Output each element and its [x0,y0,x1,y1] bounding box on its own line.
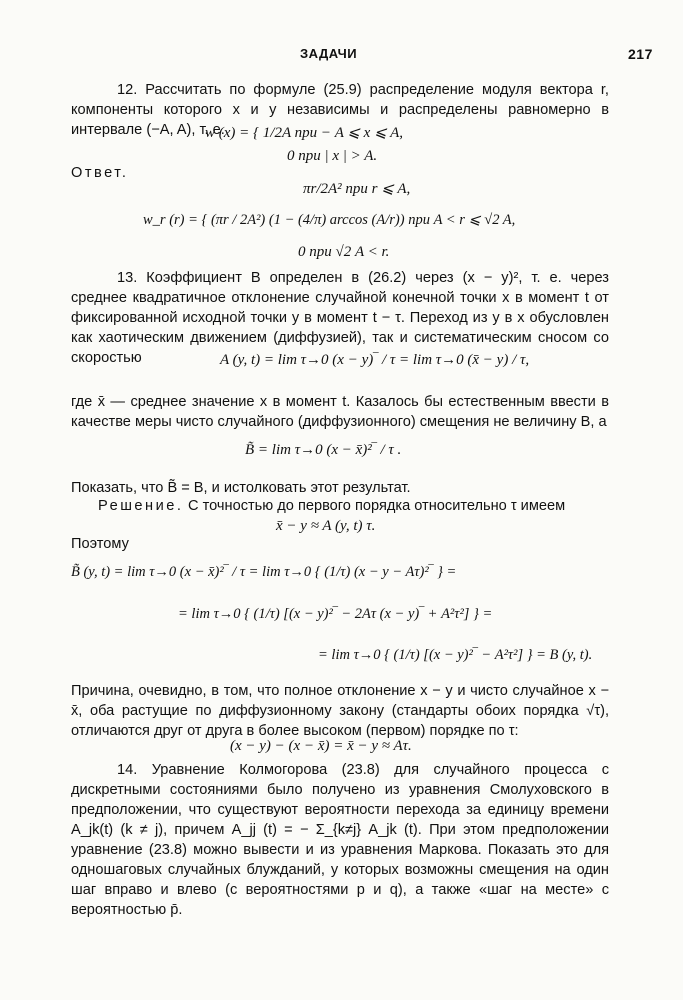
problem-12-text: 12. Рассчитать по формуле (25.9) распределение модуля вектора r, компоненты которого x и y независимы и распределены равномерно в интервале (−A, A), т. е. [71,82,609,138]
derivation-line2: = lim τ→0 { (1/τ) [(x − y)²‾ − 2Aτ (x − y)‾ + A²τ²] } = [178,606,493,622]
therefore-text: Поэтому [71,536,129,552]
eq-w-line2: 0 при | x | > A. [287,148,378,164]
eq-difference: (x − y) − (x − x̄) = x̄ − y ≈ Aτ. [230,738,412,754]
problem-13-text2: где x̄ — среднее значение x в момент t. Казалось бы естественным ввести в качестве меры чисто случайного (диффузионного) смещения не величину B, а [71,394,609,430]
problem-14-text: 14. Уравнение Колмогорова (23.8) для случайного процесса с дискретными состояниями было получено из уравнения Смолуховского в предположении, что существуют вероятности перехода за единицу времени A_jk(t) (k ≠ j), причем A_jj (t) = − Σ_{k≠j} A_jk (t). При этом предположении уравнение (23.8) можно вывести и из уравнения Маркова. Показать это для одношаговых случайных блужданий, у которых возможны смещения на один шаг вправо и влево (с вероятностями p и q), а также «шаг на месте» с вероятностью p̄. [71,762,609,918]
answer-label: Ответ. [71,165,129,181]
answer-line2: w_r (r) = { (πr / 2A²) (1 − (4/π) arccos (A/r)) при A < r ⩽ √2 A, [143,212,516,228]
reason-text: Причина, очевидно, в том, что полное отклонение x − y и чисто случайное x − x̄, оба растущие по диффузионному закону (стандарты обоих порядка √τ), отличаются друг от друга в более высоком (первом) порядке по τ: [71,683,609,739]
answer-line1: πr/2A² при r ⩽ A, [303,181,411,197]
answer-line3: 0 при √2 A < r. [298,244,390,260]
derivation-line1: B̃ (y, t) = lim τ→0 (x − x̄)²‾ / τ = lim τ→0 { (1/τ) (x − y − Aτ)²‾ } = [71,564,457,580]
problem-13-text: 13. Коэффициент B определен в (26.2) через (x − y)², т. е. через среднее квадратичное отклонение случайной конечной точки x в момент t от фиксированной исходной точки y в момент t − τ. Переход из y в x обусловлен как хаотическим движением (диффузией), так и систематическим сносом со скоростью [71,270,609,366]
eq-B-tilde: B̃ = lim τ→0 (x − x̄)²‾ / τ . [245,442,402,458]
eq-drift-A: A (y, t) = lim τ→0 (x − y)‾ / τ = lim τ→0 (x̄ − y) / τ, [220,352,530,368]
solution-text: С точностью до первого порядка относительно τ имеем [188,498,566,514]
running-header: ЗАДАЧИ [300,46,358,61]
page-number: 217 [628,46,653,62]
eq-w-line1: w (x) = { 1/2A при − A ⩽ x ⩽ A, [205,125,404,141]
solution-label-text: Решение. [98,498,184,514]
eq-approx: x̄ − y ≈ A (y, t) τ. [276,518,376,534]
solution-label [71,496,184,516]
derivation-line3: = lim τ→0 { (1/τ) [(x − y)²‾ − A²τ²] } = B (y, t). [318,647,593,663]
problem-13-show: Показать, что B̃ = B, и истолковать этот результат. [71,480,411,496]
